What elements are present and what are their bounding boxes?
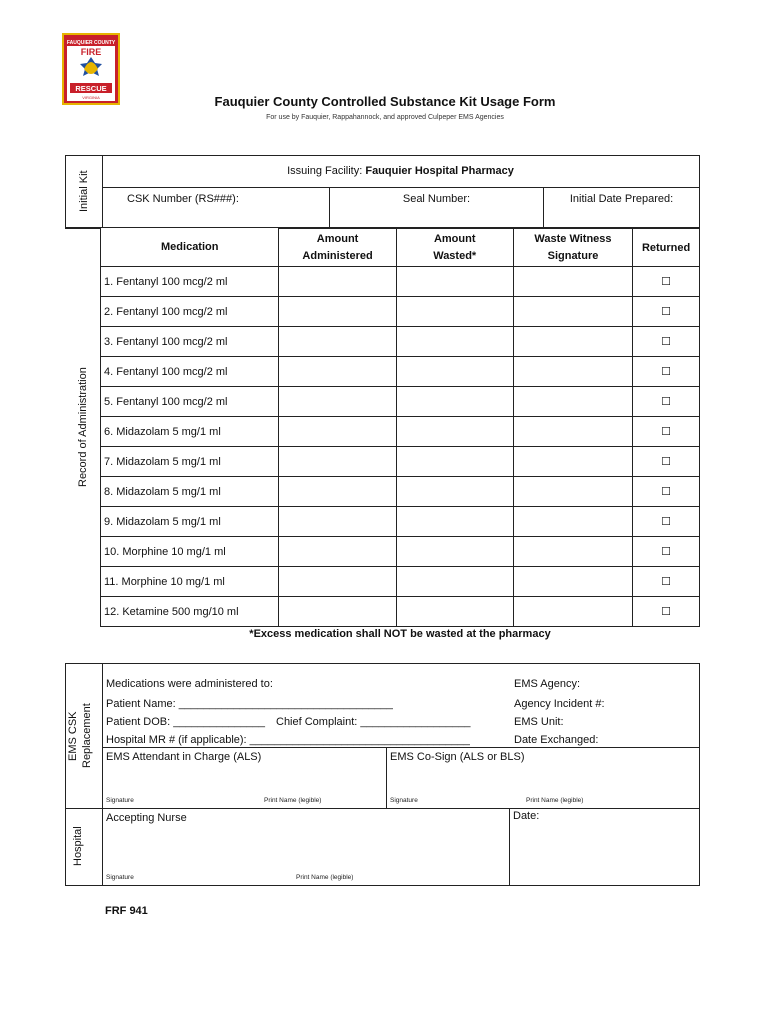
medication-row: [101, 267, 700, 297]
amount-administered-cell[interactable]: [279, 537, 396, 567]
waste-witness-cell[interactable]: [513, 507, 632, 537]
chief-complaint-field[interactable]: Chief Complaint: __________________: [276, 716, 471, 728]
amount-wasted-header-line1: Amount: [433, 232, 476, 245]
replacement-side-label-line2: Replacement: [81, 703, 93, 769]
medication-row: [101, 447, 700, 477]
form-id: FRF 941: [105, 905, 148, 917]
returned-checkbox[interactable]: ☐: [633, 267, 700, 297]
waste-witness-cell[interactable]: [513, 297, 632, 327]
amount-wasted-cell[interactable]: [396, 357, 513, 387]
amount-wasted-cell[interactable]: [396, 327, 513, 357]
svg-text:RESCUE: RESCUE: [75, 84, 107, 93]
medication-name: 8. Midazolam 5 mg/1 ml: [101, 477, 279, 507]
returned-checkbox[interactable]: ☐: [633, 507, 700, 537]
excess-footnote: *Excess medication shall NOT be wasted at the pharmacy: [249, 628, 551, 640]
hospital-date-field[interactable]: Date:: [513, 810, 540, 822]
waste-witness-cell[interactable]: [513, 477, 632, 507]
waste-witness-header-line2: Signature: [547, 249, 599, 262]
amount-administered-cell[interactable]: [279, 507, 396, 537]
hospital-side-label: Hospital: [72, 826, 84, 867]
medication-row: [101, 597, 700, 627]
amount-administered-cell[interactable]: [279, 477, 396, 507]
returned-checkbox[interactable]: ☐: [633, 297, 700, 327]
returned-checkbox[interactable]: ☐: [633, 387, 700, 417]
returned-checkbox[interactable]: ☐: [633, 357, 700, 387]
amount-wasted-cell[interactable]: [396, 567, 513, 597]
amount-wasted-cell[interactable]: [396, 387, 513, 417]
ems-attendant-field[interactable]: EMS Attendant in Charge (ALS): [106, 751, 262, 763]
amount-wasted-cell[interactable]: [396, 597, 513, 627]
returned-checkbox[interactable]: ☐: [633, 327, 700, 357]
returned-header: Returned: [633, 229, 700, 267]
medication-name: 7. Midazolam 5 mg/1 ml: [101, 447, 279, 477]
waste-witness-cell[interactable]: [513, 357, 632, 387]
hospital-mr-field[interactable]: Hospital MR # (if applicable): ____________________________________: [106, 734, 470, 746]
medication-row: [101, 477, 700, 507]
ems-cosign-field[interactable]: EMS Co-Sign (ALS or BLS): [390, 751, 525, 763]
medication-row: [101, 507, 700, 537]
returned-checkbox[interactable]: ☐: [633, 447, 700, 477]
amount-wasted-header-line2: Wasted*: [433, 249, 477, 262]
administered-to-label: Medications were administered to:: [106, 678, 273, 690]
ems-unit-field[interactable]: EMS Unit:: [514, 716, 564, 728]
amount-administered-cell[interactable]: [279, 387, 396, 417]
cosign-signature-label: Signature: [390, 797, 418, 804]
ems-agency-field[interactable]: EMS Agency:: [514, 678, 581, 690]
waste-witness-cell[interactable]: [513, 267, 632, 297]
amount-wasted-cell[interactable]: [396, 417, 513, 447]
waste-witness-cell[interactable]: [513, 447, 632, 477]
svg-text:FIRE: FIRE: [80, 47, 102, 57]
svg-text:FAUQUIER COUNTY: FAUQUIER COUNTY: [66, 40, 116, 46]
accepting-nurse-field[interactable]: Accepting Nurse: [106, 812, 187, 824]
medication-row: [101, 417, 700, 447]
amount-administered-header-line2: Administered: [302, 249, 373, 262]
form-subtitle: For use by Fauquier, Rappahannock, and approved Culpeper EMS Agencies: [266, 114, 504, 121]
seal-number-field[interactable]: [330, 188, 543, 227]
medication-name: 9. Midazolam 5 mg/1 ml: [101, 507, 279, 537]
replacement-section: [65, 663, 700, 809]
nurse-signature-label: Signature: [106, 874, 134, 881]
amount-wasted-cell[interactable]: [396, 297, 513, 327]
amount-administered-cell[interactable]: [279, 297, 396, 327]
amount-administered-cell[interactable]: [279, 597, 396, 627]
attendant-print-name-label: Print Name (legible): [264, 797, 322, 804]
amount-administered-cell[interactable]: [279, 267, 396, 297]
amount-wasted-cell[interactable]: [396, 267, 513, 297]
medication-name: 12. Ketamine 500 mg/10 ml: [101, 597, 279, 627]
amount-wasted-cell[interactable]: [396, 477, 513, 507]
hospital-section: [65, 808, 700, 886]
amount-wasted-header: [396, 229, 513, 267]
amount-administered-cell[interactable]: [279, 567, 396, 597]
amount-administered-cell[interactable]: [279, 327, 396, 357]
administration-table: [100, 228, 700, 627]
patient-dob-field[interactable]: Patient DOB: _______________: [106, 716, 266, 728]
waste-witness-cell[interactable]: [513, 417, 632, 447]
cosign-print-name-label: Print Name (legible): [526, 797, 584, 804]
initial-kit-side-label: Initial Kit: [78, 170, 90, 213]
replacement-side-label-line1: EMS CSK: [67, 711, 79, 761]
form-title: Fauquier County Controlled Substance Kit Usage Form: [214, 94, 556, 109]
amount-wasted-cell[interactable]: [396, 507, 513, 537]
medication-name: 5. Fentanyl 100 mcg/2 ml: [101, 387, 279, 417]
waste-witness-header: [513, 229, 632, 267]
amount-administered-cell[interactable]: [279, 357, 396, 387]
waste-witness-cell[interactable]: [513, 567, 632, 597]
nurse-print-name-label: Print Name (legible): [296, 874, 354, 881]
agency-incident-field[interactable]: Agency Incident #:: [514, 698, 605, 710]
returned-checkbox[interactable]: ☐: [633, 567, 700, 597]
waste-witness-cell[interactable]: [513, 327, 632, 357]
svg-text:VIRGINIA: VIRGINIA: [82, 95, 100, 100]
amount-wasted-cell[interactable]: [396, 447, 513, 477]
medication-header: Medication: [101, 229, 279, 267]
seal-number-label: Seal Number:: [402, 193, 471, 205]
amount-administered-header: [279, 229, 396, 267]
medication-row: [101, 537, 700, 567]
amount-administered-cell[interactable]: [279, 447, 396, 477]
medication-row: [101, 327, 700, 357]
waste-witness-header-line1: Waste Witness: [534, 232, 612, 245]
initial-date-field[interactable]: [544, 188, 699, 227]
medication-name: 4. Fentanyl 100 mcg/2 ml: [101, 357, 279, 387]
csk-number-field[interactable]: [102, 188, 329, 227]
amount-wasted-cell[interactable]: [396, 537, 513, 567]
initial-kit-section: [65, 155, 700, 228]
medication-row: [101, 387, 700, 417]
medication-name: 3. Fentanyl 100 mcg/2 ml: [101, 327, 279, 357]
waste-witness-cell[interactable]: [513, 537, 632, 567]
administration-side-label: Record of Administration: [65, 228, 101, 625]
medication-row: [101, 357, 700, 387]
medication-row: [101, 567, 700, 597]
medication-name: 1. Fentanyl 100 mcg/2 ml: [101, 267, 279, 297]
waste-witness-cell[interactable]: [513, 387, 632, 417]
waste-witness-cell[interactable]: [513, 597, 632, 627]
issuing-facility-label: Issuing Facility:: [287, 165, 366, 177]
initial-date-label: Initial Date Prepared:: [569, 193, 674, 205]
amount-administered-cell[interactable]: [279, 417, 396, 447]
returned-checkbox[interactable]: ☐: [633, 417, 700, 447]
medication-row: [101, 297, 700, 327]
returned-checkbox[interactable]: ☐: [633, 597, 700, 627]
returned-checkbox[interactable]: ☐: [633, 477, 700, 507]
medication-name: 10. Morphine 10 mg/1 ml: [101, 537, 279, 567]
returned-checkbox[interactable]: ☐: [633, 537, 700, 567]
medication-name: 2. Fentanyl 100 mcg/2 ml: [101, 297, 279, 327]
issuing-facility-value: Fauquier Hospital Pharmacy: [365, 165, 514, 177]
attendant-signature-label: Signature: [106, 797, 134, 804]
csk-number-label: CSK Number (RS###):: [127, 193, 239, 205]
amount-administered-header-line1: Amount: [316, 232, 359, 245]
patient-name-field[interactable]: Patient Name: ___________________________________: [106, 698, 393, 710]
medication-name: 11. Morphine 10 mg/1 ml: [101, 567, 279, 597]
issuing-facility-row: [102, 156, 699, 188]
medication-name: 6. Midazolam 5 mg/1 ml: [101, 417, 279, 447]
replacement-side-label: [66, 664, 102, 808]
administration-header-row: [101, 229, 700, 267]
date-exchanged-field[interactable]: Date Exchanged:: [514, 734, 599, 746]
